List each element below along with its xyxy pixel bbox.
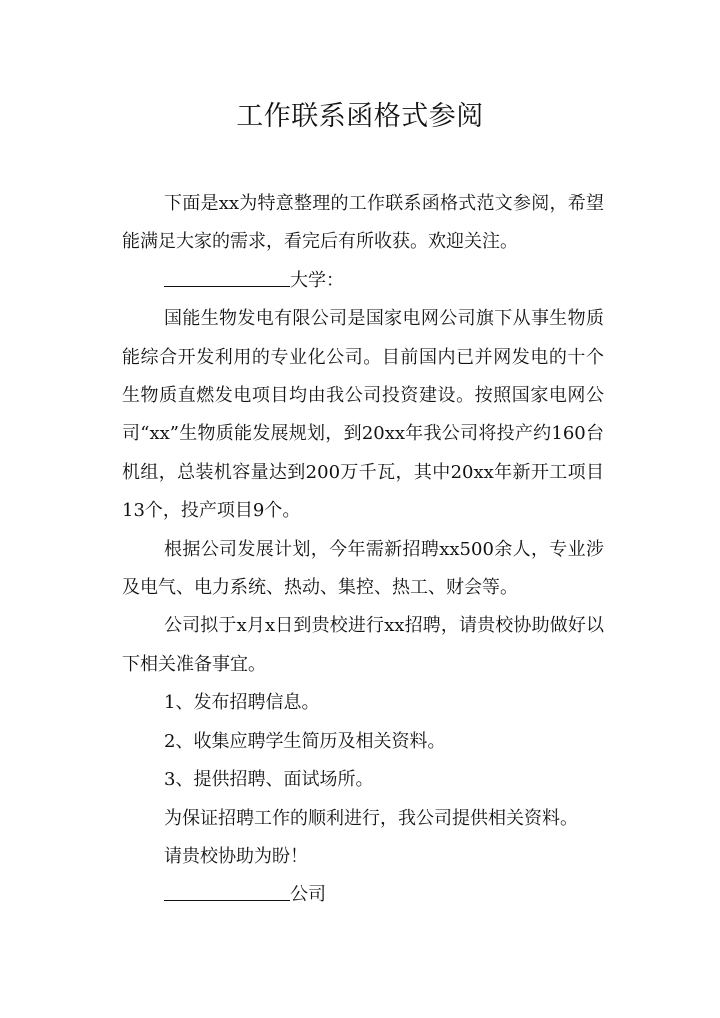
signature-suffix: 公司 — [290, 884, 326, 906]
document-body — [122, 185, 604, 915]
body-paragraph-company: 国能生物发电有限公司是国家电网公司旗下从事生物质能综合开发利用的专业化公司。目前国内已并网发电的十个生物质直燃发电项目均由我公司投资建设。按照国家电网公司“xx”生物质能发展规划，到20xx年我公司将投产约160台机组，总装机容量达到200万千瓦，其中20xx年新开工项目13个，投产项目9个。 — [122, 308, 604, 522]
body-paragraph-request: 公司拟于x月x日到贵校进行xx招聘，请贵校协助做好以下相关准备事宜。 — [122, 615, 604, 675]
signature-blank — [164, 880, 290, 901]
closing-line: 为保证招聘工作的顺利进行，我公司提供相关资料。 — [164, 807, 578, 829]
document-title: 工作联系函格式参阅 — [236, 101, 484, 132]
list-item: 3、提供招聘、面试场所。 — [164, 769, 374, 791]
signature-line — [122, 876, 604, 914]
recipient-suffix: 大学： — [290, 269, 344, 291]
recipient-blank — [164, 266, 290, 287]
closing-request: 请贵校协助为盼！ — [164, 845, 308, 867]
list-item: 1、发布招聘信息。 — [164, 692, 320, 714]
recipient-line — [122, 262, 604, 300]
list-item: 2、收集应聘学生简历及相关资料。 — [164, 730, 446, 752]
intro-paragraph: 下面是xx为特意整理的工作联系函格式范文参阅，希望能满足大家的需求，看完后有所收获。欢迎关注。 — [122, 193, 604, 253]
body-paragraph-plan: 根据公司发展计划，今年需新招聘xx500余人，专业涉及电气、电力系统、热动、集控、热工、财会等。 — [122, 538, 604, 599]
